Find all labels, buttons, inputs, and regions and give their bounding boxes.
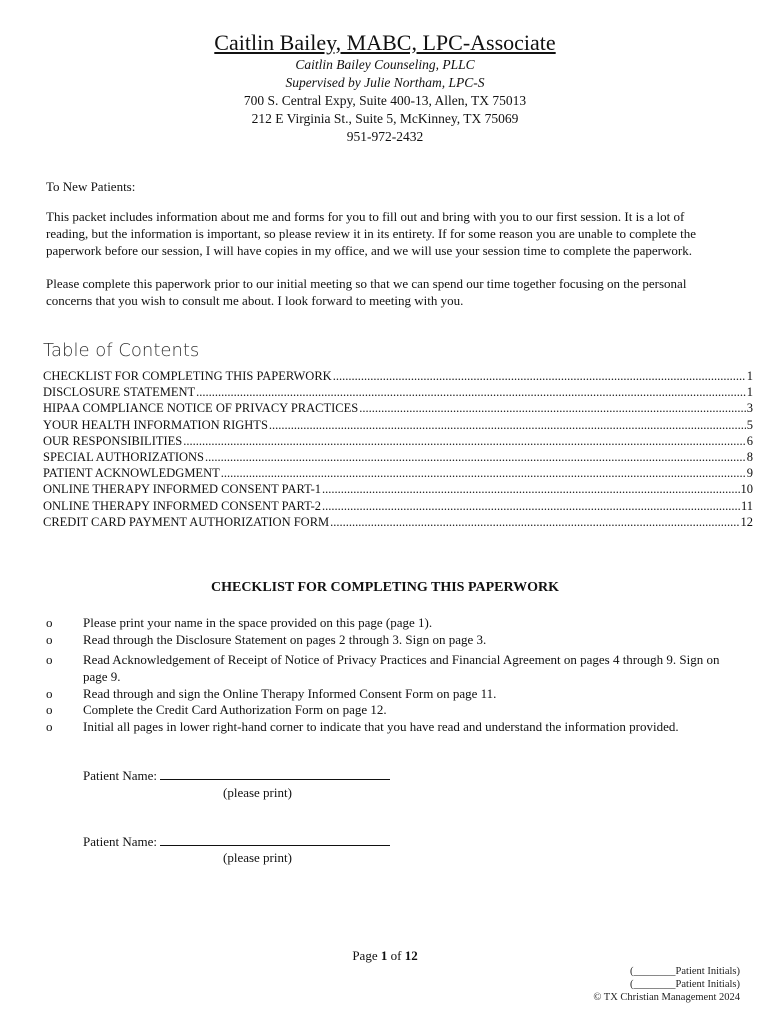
toc-leader: [322, 498, 740, 514]
address-mckinney: 212 E Virginia St., Suite 5, McKinney, TX 75069: [251, 111, 519, 126]
patient-name-label: Patient Name:: [83, 834, 158, 849]
of-word: of: [390, 948, 402, 963]
checklist-item-text: Initial all pages in lower right-hand corner to indicate that you have read and understand the information provided.: [83, 719, 679, 734]
checklist-item-text: Complete the Credit Card Authorization Form on page 12.: [83, 702, 387, 717]
toc-leader: [333, 368, 746, 384]
page-number: [0, 948, 770, 964]
toc-leader: [205, 449, 746, 465]
patient-name-row-1: [83, 767, 390, 784]
toc-entry-page: 10: [740, 482, 753, 497]
toc-leader: [196, 384, 746, 400]
toc-entry[interactable]: [43, 368, 753, 384]
toc-entry[interactable]: [43, 514, 753, 530]
toc-leader: [183, 433, 746, 449]
toc-entry-page: 6: [746, 433, 753, 448]
toc-entry-label: YOUR HEALTH INFORMATION RIGHTS: [43, 417, 268, 432]
toc-entry-label: DISCLOSURE STATEMENT: [43, 385, 196, 400]
toc-entry-label: ONLINE THERAPY INFORMED CONSENT PART-2: [43, 498, 321, 513]
toc-entry-label: SPECIAL AUTHORIZATIONS: [43, 450, 204, 465]
toc-leader: [359, 400, 746, 416]
toc-entry-page: 9: [746, 466, 753, 481]
toc-entry-page: 8: [746, 450, 753, 465]
letterhead: [0, 30, 770, 146]
toc-entry[interactable]: [43, 417, 753, 433]
phone-number: 951-972-2432: [346, 129, 424, 144]
bullet-icon: o: [46, 652, 53, 667]
page-current: 1: [380, 948, 388, 963]
toc-leader: [330, 514, 739, 530]
toc-leader: [221, 465, 746, 481]
toc-entry[interactable]: [43, 384, 753, 400]
toc-entry-label: OUR RESPONSIBILITIES: [43, 433, 183, 448]
toc-entry-page: 12: [740, 514, 753, 529]
patient-name-field[interactable]: [160, 767, 390, 780]
toc-entry-page: 11: [740, 498, 753, 513]
toc-entry-label: ONLINE THERAPY INFORMED CONSENT PART-1: [43, 482, 321, 497]
page-total: 12: [404, 948, 418, 963]
patient-name-field[interactable]: [160, 833, 390, 846]
table-of-contents: [43, 368, 753, 530]
patient-initials-2[interactable]: (________Patient Initials): [630, 979, 740, 990]
toc-entry[interactable]: [43, 400, 753, 416]
bullet-icon: o: [46, 632, 53, 647]
toc-entry[interactable]: [43, 498, 753, 514]
address-allen: 700 S. Central Expy, Suite 400-13, Allen, TX 75013: [243, 93, 527, 108]
checklist-item-text: Read through the Disclosure Statement on pages 2 through 3. Sign on page 3.: [83, 632, 487, 647]
bullet-icon: o: [46, 719, 53, 734]
patient-name-label: Patient Name:: [83, 768, 158, 783]
toc-title: Table of Contents: [43, 340, 200, 361]
checklist-item-text: Read Acknowledgement of Receipt of Notice of Privacy Practices and Financial Agreement on pages 4 through 9. Sign on page 9.: [83, 652, 720, 684]
toc-leader: [322, 481, 740, 497]
bullet-icon: o: [46, 686, 53, 701]
page-word: Page: [352, 948, 378, 963]
toc-entry-label: CREDIT CARD PAYMENT AUTHORIZATION FORM: [43, 514, 330, 529]
toc-entry-page: 3: [746, 401, 753, 416]
checklist-item-text: Read through and sign the Online Therapy Informed Consent Form on page 11.: [83, 686, 497, 701]
toc-leader: [269, 417, 746, 433]
toc-entry-label: HIPAA COMPLIANCE NOTICE OF PRIVACY PRACTICES: [43, 401, 359, 416]
toc-entry[interactable]: [43, 433, 753, 449]
toc-entry[interactable]: [43, 449, 753, 465]
salutation: To New Patients:: [46, 179, 136, 194]
please-print-hint: (please print): [223, 785, 292, 800]
patient-name-row-2: [83, 833, 390, 850]
checklist-item-text: Please print your name in the space provided on this page (page 1).: [83, 615, 433, 630]
supervisor-line: Supervised by Julie Northam, LPC-S: [285, 75, 485, 90]
toc-entry[interactable]: [43, 481, 753, 497]
toc-entry[interactable]: [43, 465, 753, 481]
practice-name: Caitlin Bailey Counseling, PLLC: [295, 57, 475, 72]
toc-entry-label: CHECKLIST FOR COMPLETING THIS PAPERWORK: [43, 369, 332, 383]
intro-paragraph: This packet includes information about me and forms for you to fill out and bring with you to our first session. It is a lot of reading, but the information is important, so please review it in its entirety. If for some reason you are unable to complete the paperwork before our session, I will have copies in my office, and we will use your session time to complete the paperwork.: [46, 209, 697, 258]
bullet-icon: o: [46, 702, 53, 717]
copyright-notice: © TX Christian Management 2024: [593, 992, 740, 1003]
toc-entry-page: 1: [746, 369, 753, 383]
toc-entry-page: 5: [746, 417, 753, 432]
checklist-heading: CHECKLIST FOR COMPLETING THIS PAPERWORK: [210, 580, 559, 595]
patient-initials-1[interactable]: (________Patient Initials): [630, 966, 740, 977]
toc-entry-page: 1: [746, 385, 753, 400]
bullet-icon: o: [46, 615, 53, 630]
provider-name: Caitlin Bailey, MABC, LPC-Associate: [214, 30, 556, 55]
please-print-hint: (please print): [223, 850, 292, 865]
request-paragraph: Please complete this paperwork prior to our initial meeting so that we can spend our time together focusing on the personal concerns that you wish to consult me about. I look forward to meeting with you.: [46, 276, 687, 308]
toc-entry-label: PATIENT ACKNOWLEDGMENT: [43, 466, 220, 481]
